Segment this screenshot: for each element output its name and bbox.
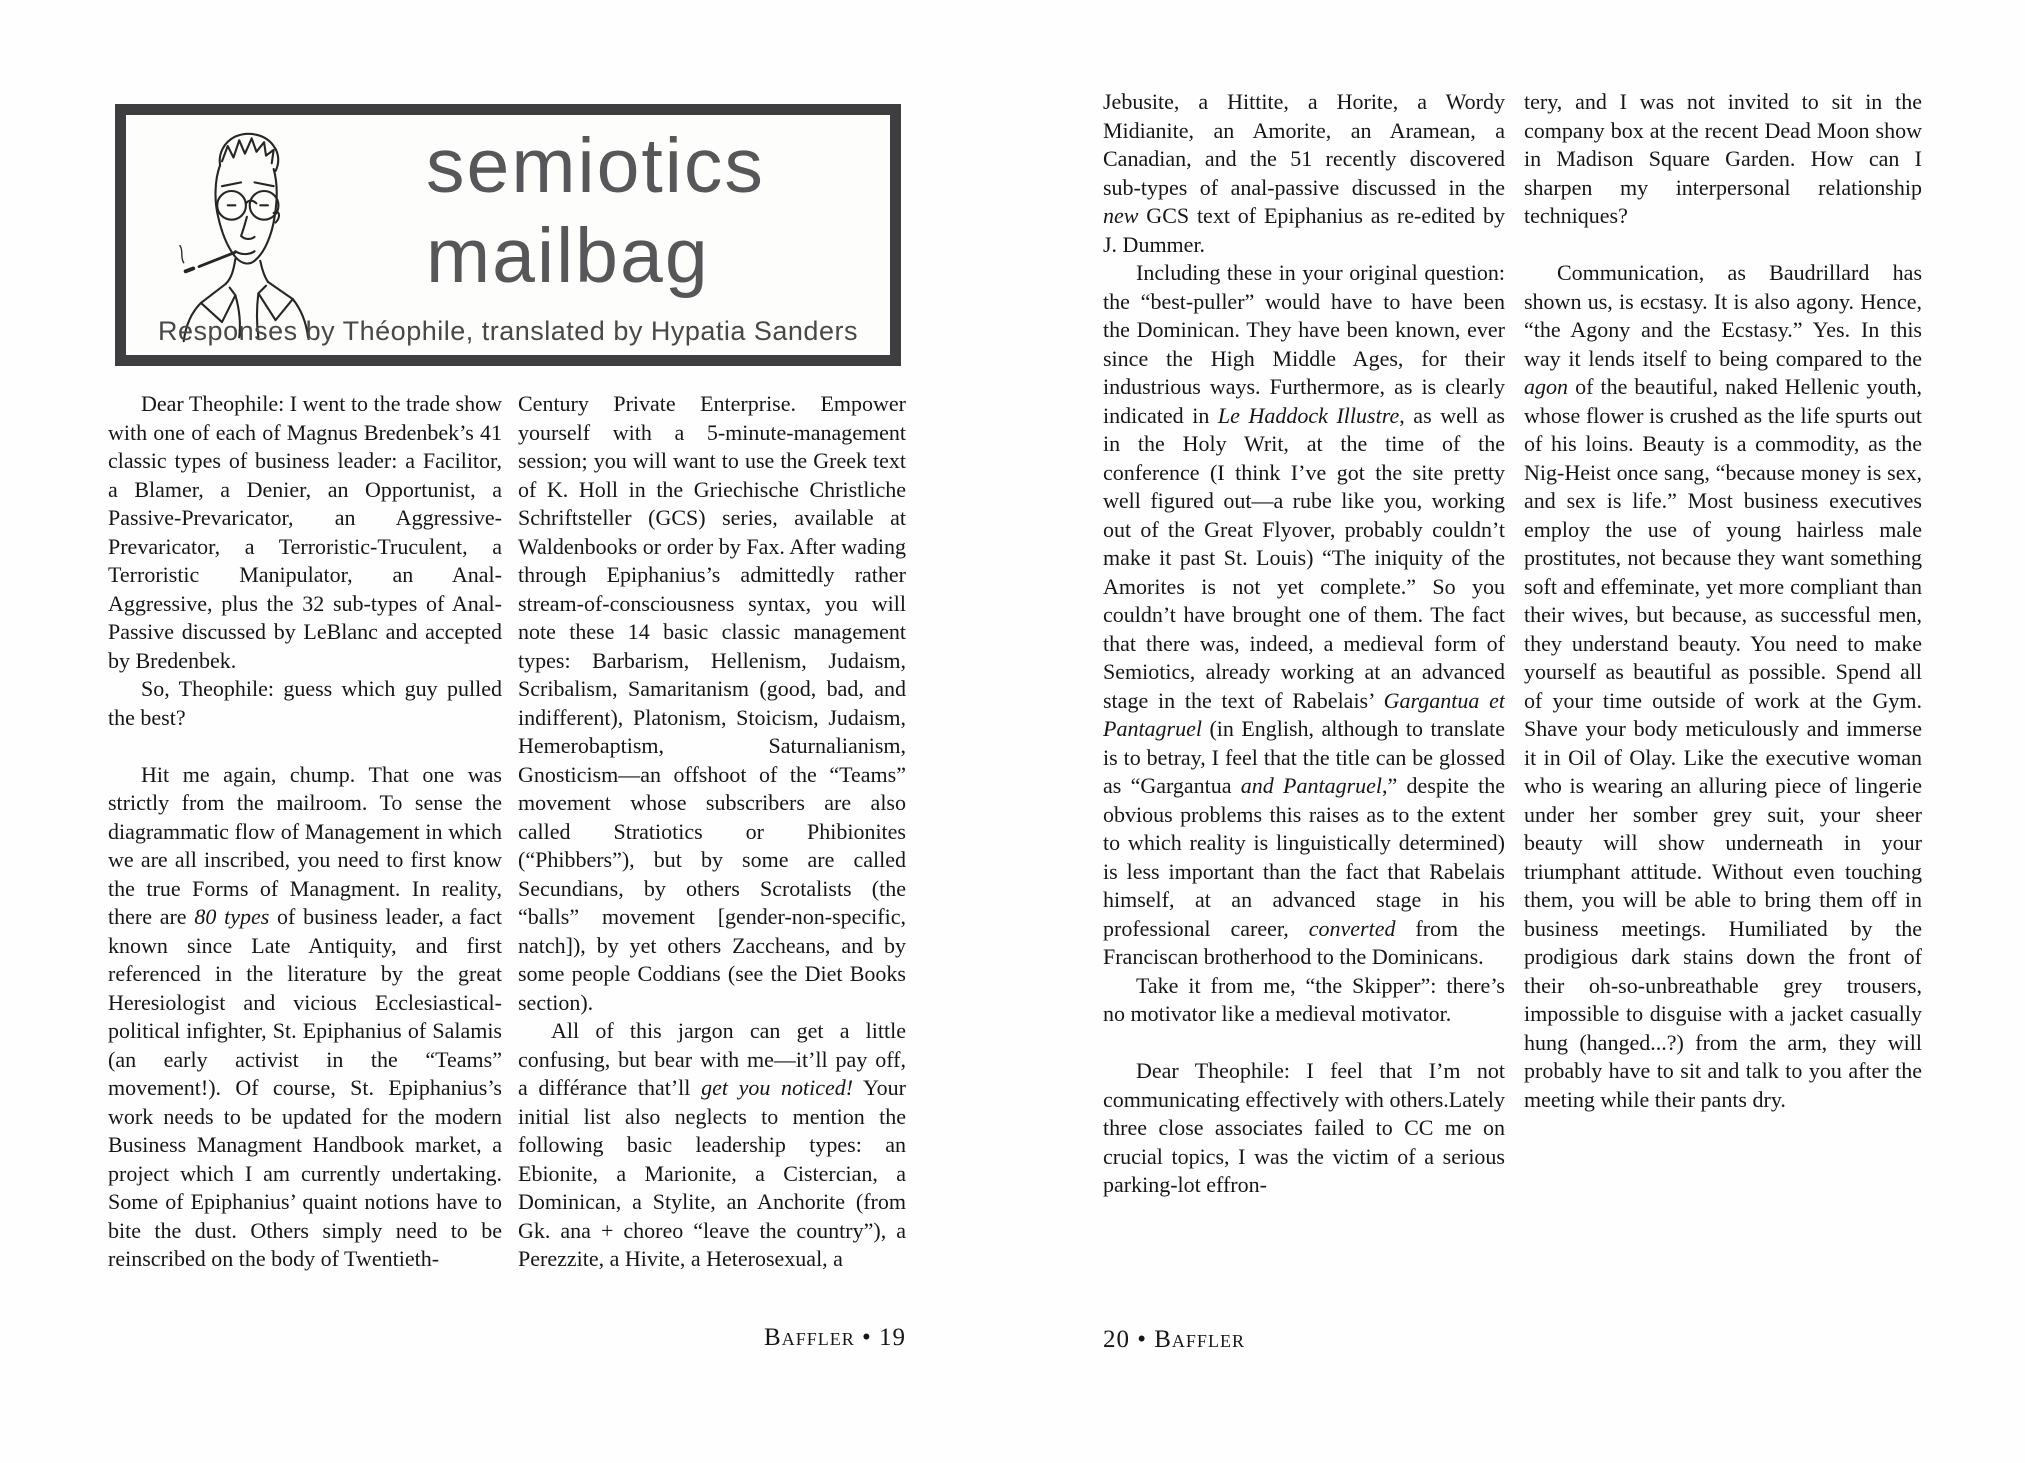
paragraph: Jebusite, a Hittite, a Horite, a Wordy Midianite, an Amorite, an Aramean, a Canadian, and the 51 recently discovered sub-types of anal-passive discussed in the new GCS text of Epiphanius as re-edited by J. Dummer. bbox=[1103, 89, 1505, 257]
paragraph: All of this jargon can get a little confusing, but bear with me—it’ll pay off, a différance that’ll get you noticed! Your initial list also neglects to mention the following basic leadership types: an Ebionite, a Marionite, a Cistercian, a Dominican, a Stylite, an Anchorite (from Gk. ana + choreo “leave the country”), a Perezzite, a Hivite, a Heterosexual, a bbox=[518, 1018, 906, 1271]
column-title-line1: semiotics bbox=[426, 123, 765, 209]
smoking-man-illustration bbox=[164, 125, 324, 345]
column-byline: Responses by Théophile, translated by Hypatia Sanders bbox=[158, 316, 858, 346]
paragraph: Communication, as Baudrillard has shown us, is ecstasy. It is also agony. Hence, “the Agony and the Ecstasy.” Yes. In this way it lends itself to being compared to the agon of the beautiful, naked Hellenic youth, whose flower is crushed as the life spurts out of his loins. Beauty is a commodity, as the Nig-Heist once sang, “because money is sex, and sex is life.” Most business executives employ the use of young hairless male prostitutes, not because they want something soft and effeminate, yet more compliant than their wives, but because, as successful men, they understand beauty. You need to make yourself as beautiful as possible. Spend all of your time outside of work at the Gym. Shave your body meticulously and immerse it in Oil of Olay. Like the executive woman who is wearing an alluring piece of lingerie under her somber grey suit, your sheer beauty will show underneath in your triumphant attitude. Without even touching them, you will be able to bring them off in business meetings. Humiliated by the prodigious dark stains down the front of their oh-so-unbreathable grey trousers, impossible to disguise with a jacket casually hung (hanged...?) from the arm, they will probably have to sit and talk to you after the meeting while their pants dry. bbox=[1524, 260, 1922, 1112]
right-page-footer: 20 • Baffler bbox=[1103, 1326, 1245, 1353]
right-page-column-1 bbox=[1103, 88, 1505, 1340]
right-page-column-2 bbox=[1524, 88, 1922, 1268]
paragraph: Including these in your original question: the “best-puller” would have to have been the Dominican. They have been known, ever since the High Middle Ages, for their industrious ways. Furthermore, as is clearly indicated in Le Haddock Illustre, as well as in the Holy Writ, at the time of the conference (I think I’ve got the site pretty well figured out—a rube like you, working out of the Great Flyover, probably couldn’t make it past St. Louis) “The iniquity of the Amorites is not yet complete.” So you couldn’t have brought one of them. The fact that there was, indeed, a medieval form of Semiotics, already working at an advanced stage in the text of Rabelais’ Gargantua et Pantagruel (in English, although to translate is to betray, I feel that the title can be glossed as “Gargantua and Pantagruel,” despite the obvious problems this raises as to the extent to which reality is linguistically determined) is less important than the fact that Rabelais himself, at an advanced stage in his professional career, converted from the Franciscan brotherhood to the Dominicans. bbox=[1103, 260, 1505, 969]
paragraph: Hit me again, chump. That one was strictly from the mailroom. To sense the diagrammatic flow of Management in which we are all inscribed, you need to first know the true Forms of Managment. In reality, there are 80 types of business leader, a fact known since Late Antiquity, and first referenced in the literature by the great Heresiologist and vicious Ecclesiastical-political infighter, St. Epiphanius of Salamis (an early activist in the “Teams” movement!). Of course, St. Epiphanius’s work needs to be updated for the modern Business Managment Handbook market, a project which I am currently undertaking. Some of Epiphanius’ quaint notions have to bite the dust. Others simply need to be reinscribed on the body of Twentieth- bbox=[108, 761, 502, 1271]
column-masthead-box bbox=[115, 104, 901, 366]
paragraph: So, Theophile: guess which guy pulled the best? bbox=[108, 676, 502, 730]
paragraph: Dear Theophile: I feel that I’m not communicating effectively with others.Lately three close associates failed to CC me on crucial topics, I was the victim of a serious parking-lot effron- bbox=[1103, 1058, 1505, 1197]
paragraph: Century Private Enterprise. Empower yourself with a 5-minute-management session; you will want to use the Greek text of K. Holl in the Griechische Christliche Schriftsteller (GCS) series, available at Waldenbooks or order by Fax. After wading through Epiphanius’s admittedly rather stream-of-consciousness syntax, you will note these 14 basic classic management types: Barbarism, Hellenism, Judaism, Scribalism, Samaritanism (good, bad, and indifferent), Platonism, Stoicism, Judaism, Hemerobaptism, Saturnalianism, Gnosticism—an offshoot of the “Teams” movement whose subscribers are also called Stratiotics or Phibionites (“Phibbers”), but by some are called Secundians, by others Scrotalists (the “balls” movement [gender-non-specific, natch]), by yet others Zaccheans, and by some people Coddians (see the Diet Books section). bbox=[518, 391, 906, 1015]
column-title-line2: mailbag bbox=[426, 213, 710, 299]
left-page-column-2 bbox=[518, 390, 906, 1338]
left-page-footer: Baffler • 19 bbox=[764, 1324, 906, 1351]
column-title bbox=[426, 121, 765, 301]
paragraph: Dear Theophile: I went to the trade show with one of each of Magnus Bredenbek’s 41 classic types of business leader: a Facilitor, a Blamer, a Denier, an Opportunist, a Passive-Prevaricator, an Aggressive-Prevaricator, a Terroristic-Truculent, a Terroristic Manipulator, an Anal-Aggressive, plus the 32 sub-types of Anal-Passive discussed by LeBlanc and accepted by Bredenbek. bbox=[108, 391, 502, 673]
paragraph: tery, and I was not invited to sit in the company box at the recent Dead Moon show in Madison Square Garden. How can I sharpen my interpersonal relationship techniques? bbox=[1524, 89, 1922, 228]
paragraph: Take it from me, “the Skipper”: there’s no motivator like a medieval motivator. bbox=[1103, 972, 1505, 1026]
left-page-column-1 bbox=[108, 390, 502, 1338]
